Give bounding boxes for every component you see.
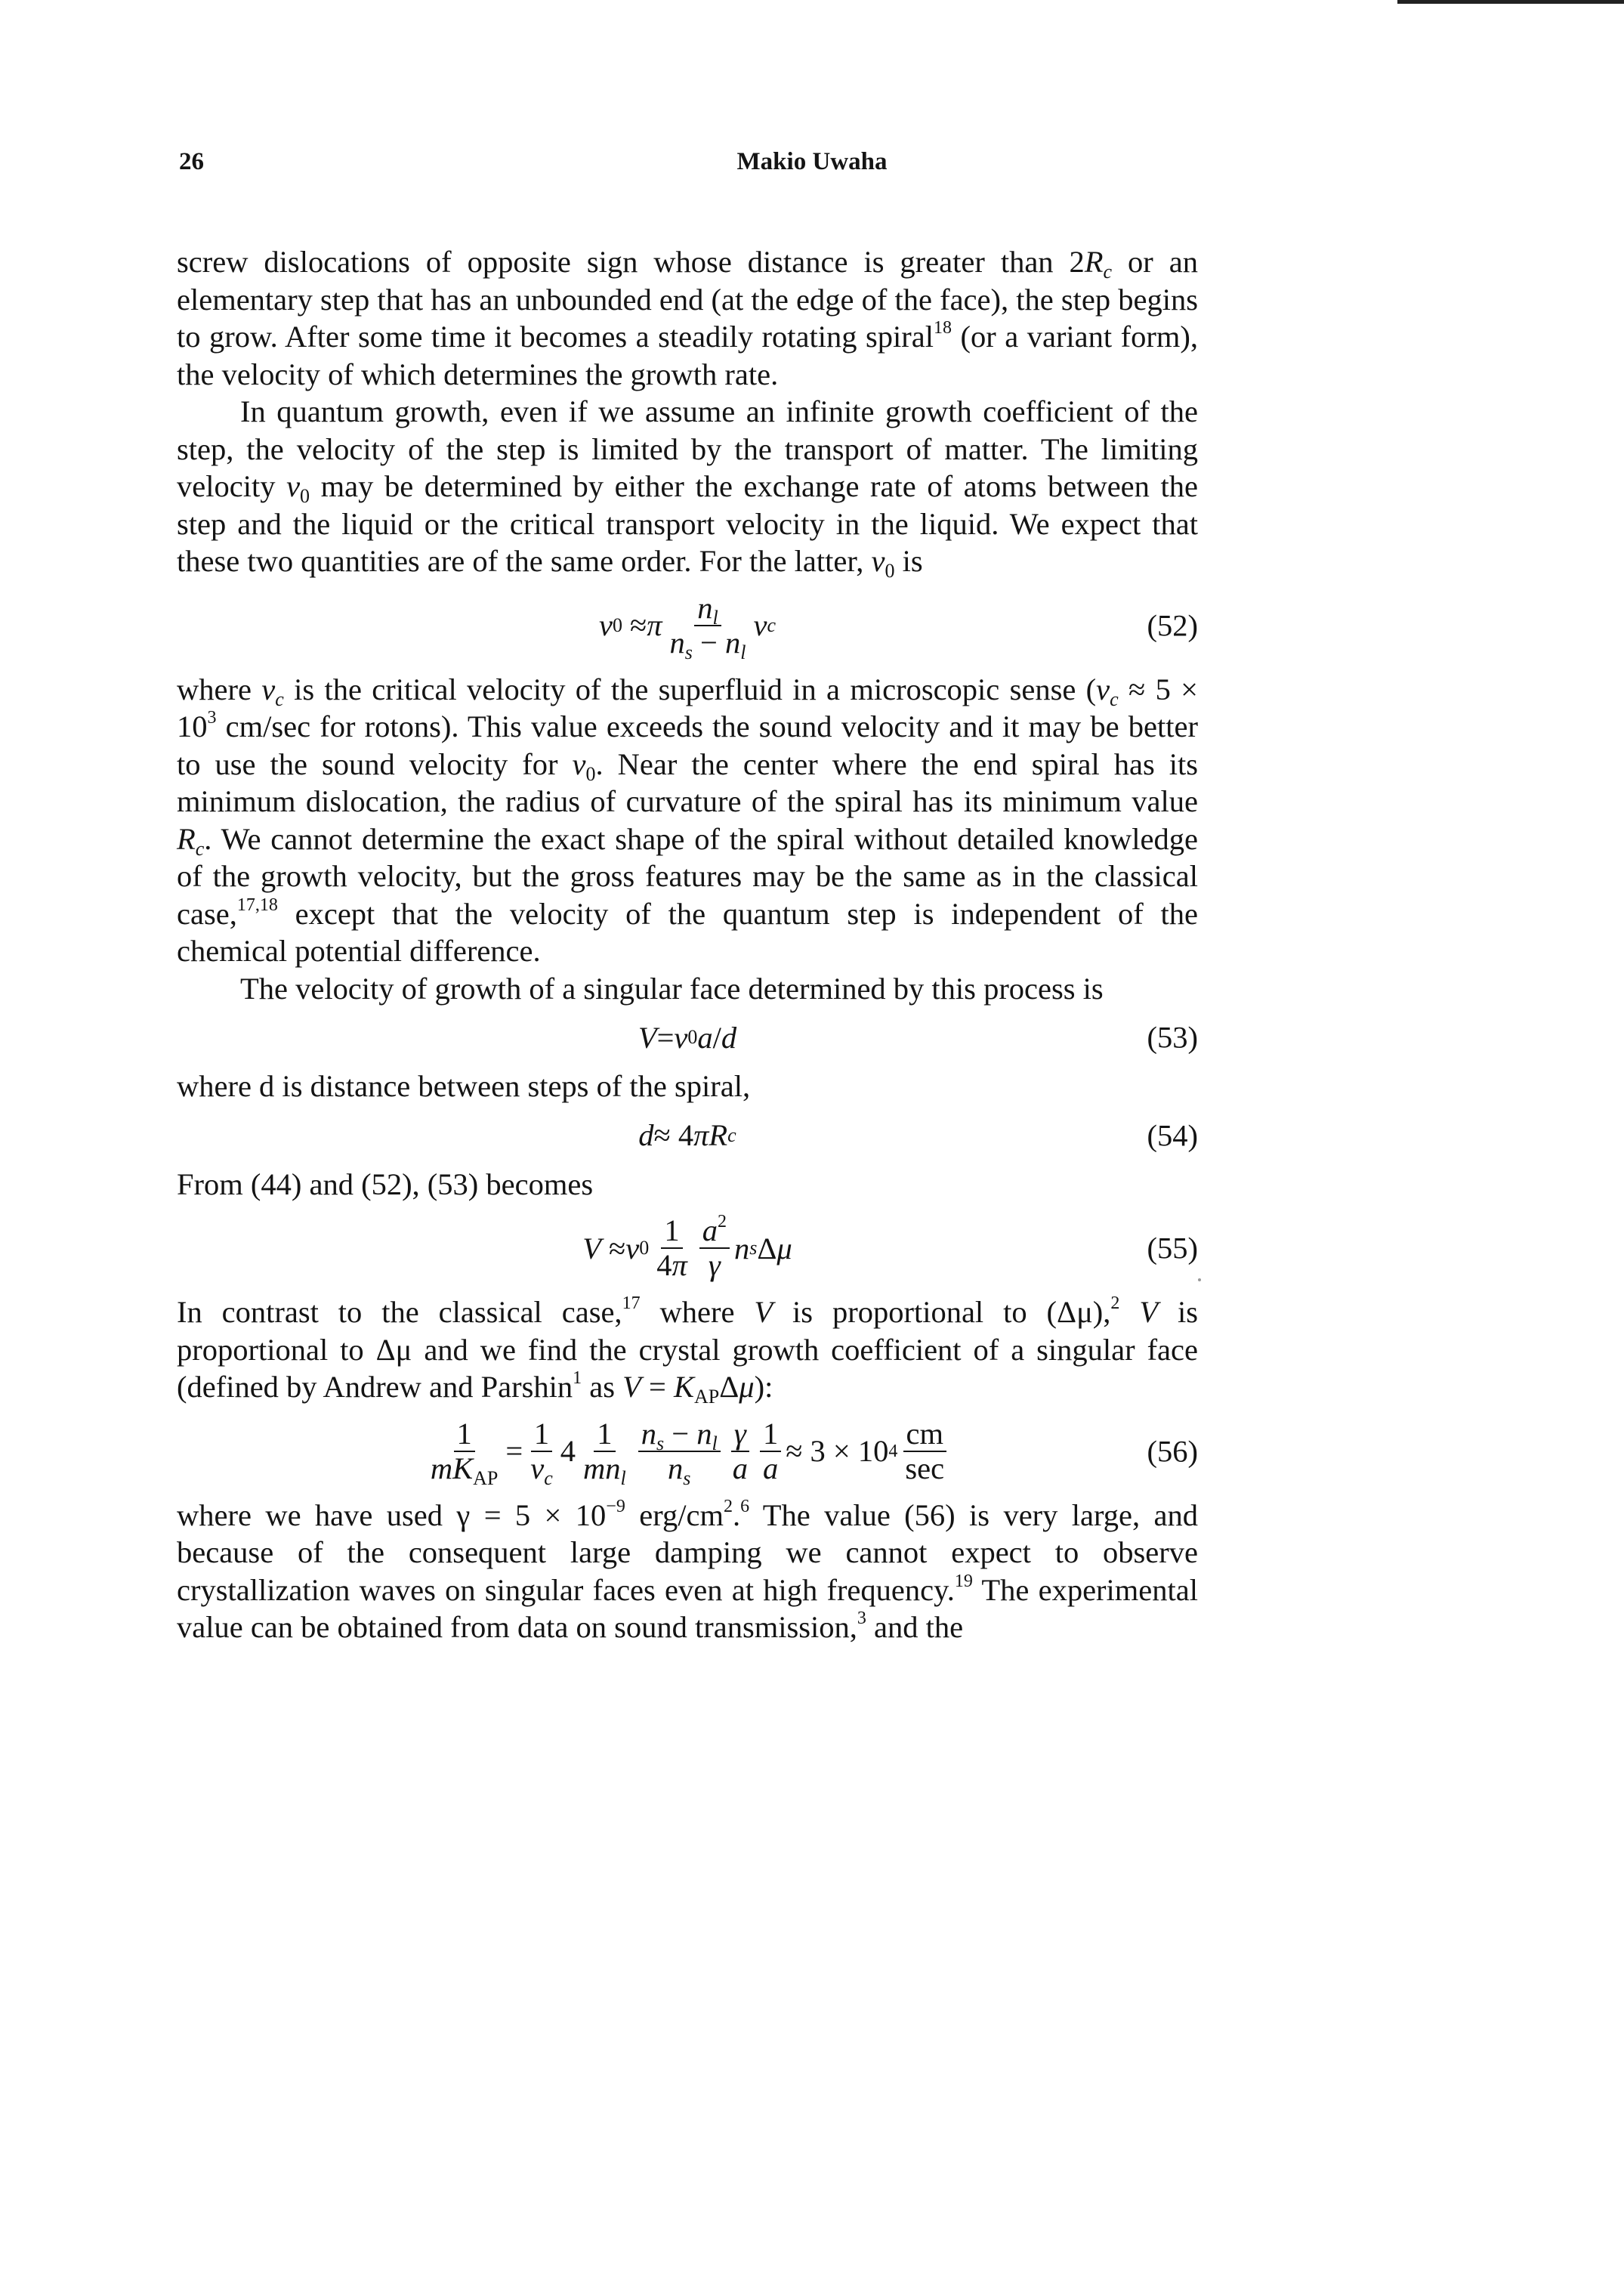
equation-52-body: v 0 ≈ π $\frac{n_l}{n_s - n_l}$ v c (599, 590, 776, 663)
equation-56-body: $\frac{1}{mK_{AP}}$ = $\frac{1}{v_c}$ 4 $\frac{1}{mn_l}$ $\frac{n_s - n_l}{n_s}$ $\frac{\gamma}{a}$ $\frac{1}{a}$ ≈ 3 × 10 4 $\frac{cm}{\sec}$ (177, 1406, 1198, 1497)
equation-52 (177, 580, 1198, 671)
paragraph-2: In quantum growth, even if we assume an infinite growth coefficient of the step, the velocity of the step is limited by the transport of matter. The limiting velocity $v_0$ may be determined by either the exchange rate of atoms between the step and the liquid or the critical transport velocity in the liquid. We expect that these two quantities are of the same order. For the latter, $v_0$ is (177, 394, 1198, 582)
paragraph-4: The velocity of growth of a singular face determined by this process is (240, 971, 1104, 1006)
equation-55-body: V ≈ v 0 $\frac{1}{4\pi}$ $\frac{a^2}{\gamma}$ n s Δ μ (582, 1212, 792, 1282)
equation-54 (177, 1105, 1198, 1166)
paragraph-6: From (44) and (52), (53) becomes (177, 1167, 594, 1201)
page-body (177, 243, 1198, 1646)
paragraph-1: screw dislocations of opposite sign whose distance is greater than $2R_c$ or an elementary step that has an unbounded end (at the edge of the face), the step begins to grow. After some time it becomes a steadily rotating spiral$^{18}$ (or a variant form), the velocity of which determines the growth rate. (177, 245, 1198, 391)
equation-53 (177, 1007, 1198, 1068)
equation-number-55: (55) (1147, 1231, 1198, 1265)
paragraph-3: where $v_c$ is the critical velocity of the superfluid in a microscopic sense ($v_c \approx 5 \times 10^3$ cm/sec for rotons). This value exceeds the sound velocity and it may be better to use the sound velocity for $v_0$. Near the center where the end spiral has its minimum dislocation, the radius of curvature of the spiral has its minimum value $R_c$. We cannot determine the exact shape of the spiral without detailed knowledge of the growth velocity, but the gross features may be the same as in the classical case,$^{17,18}$ except that the velocity of the quantum step is independent of the chemical potential difference. (177, 672, 1199, 968)
page-number: 26 (179, 148, 204, 175)
top-rule (1397, 0, 1624, 4)
equation-55 (177, 1203, 1198, 1293)
equation-53-body: V = v 0 a / d (638, 1020, 737, 1055)
scan-speck (1198, 1278, 1201, 1281)
equation-number-53: (53) (1147, 1020, 1198, 1055)
equation-number-56: (56) (1147, 1434, 1198, 1468)
citation-18: 18 (934, 318, 952, 338)
citation-17-18: 17,18 (236, 895, 278, 915)
paragraph-8: where we have used $\gamma = 5 \times 10^{-9}$ erg/$cm^2.^6$ The value (56) is very large, and because of the consequent large damping we cannot expect to observe crystallization waves on singular faces even at high frequency.$^{19}$ The experimental value can be obtained from data on sound transmission,$^3$ and the (177, 1496, 1198, 1644)
paragraph-7: In contrast to the classical case,$^{17}$ where V is proportional to (Δμ),$^2$ V is proportional to Δμ and we find the crystal growth coefficient of a singular face (defined by Andrew and Parshin$^1$ as $V = K_{AP}\Delta\mu$): (177, 1293, 1199, 1408)
equation-56 (177, 1406, 1198, 1497)
running-head-author: Makio Uwaha (736, 148, 888, 175)
paragraph-5: where d is distance between steps of the spiral, (177, 1069, 751, 1103)
equation-54-body: d ≈ 4 πR c (638, 1118, 736, 1152)
equation-number-54: (54) (1147, 1118, 1198, 1152)
equation-number-52: (52) (1147, 608, 1198, 642)
